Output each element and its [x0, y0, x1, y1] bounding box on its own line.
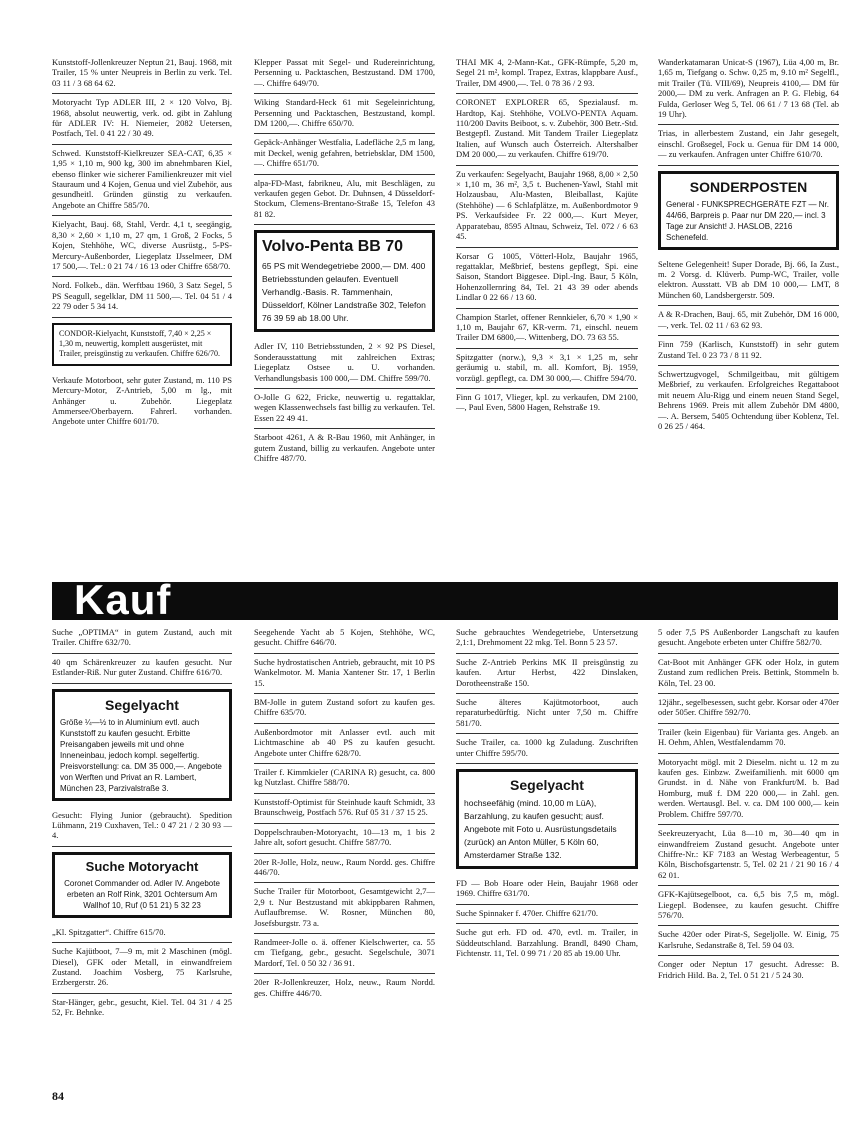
- classified-ad: Cat-Boot mit Anhänger GFK oder Holz, in gutem Zustand zum redlichen Preis. Bettink, Stommeln b. Köln, Tel. 23 00.: [658, 654, 839, 694]
- classified-ad: Suche gut erh. FD od. 470, evtl. m. Trailer, in Süddeutschland. Barzahlung. Brandl, 8490 Cham, Fichtenstr. 11, Tel. 0 99 71 / 20 85 ab 19.00 Uhr.: [456, 927, 638, 959]
- classified-ad: Seltene Gelegenheit! Super Dorade, Bj. 66, Ia Zust., m. 2 Vorsg. d. Klüverb. Pump-WC, Trailer, volle elektron. Ausstatt. VB ab DM 10 000,— LMT, 8 München 60, Landsbergerstr. 509.: [658, 256, 839, 307]
- classified-ad: Adler IV, 110 Betriebsstunden, 2 × 92 PS Diesel, Sonderausstattung mit zahlreichen Extras; Liegeplatz Ostsee u. U. vorhanden. Verhandlungsbasis 100 000,— DM. Chiffre 599/70.: [254, 338, 435, 389]
- motoryacht-wanted-ad: [52, 852, 232, 918]
- bottom-column-3: [456, 624, 638, 964]
- display-ad-text: hochseefähig (mind. 10,00 m LüA), Barzahlung, zu kaufen gesucht; ausf. Angebote mit Foto u. Ausrüstungsdetails (zurück) an Anton Müller, 5 Köln 60, Amsterdamer Straße 132.: [464, 798, 617, 861]
- classified-ad: Zu verkaufen: Segelyacht, Baujahr 1968, 8,00 × 2,50 × 1,10 m, 36 m², 3,5 t. Buchenen-Yawl, Stahl mit Holzausbau, Alu-Masten, Bleiballast, Kajüte (Stehhöhe) — 6 Schlafplätze, m. Außenbordmotor 9 PS. Verkaufsidee Fr. 22 000,—. Kurt Meyer, Apparatebau, 8595 Altnau, Schweiz, Tel. 072 / 6 63 45.: [456, 166, 638, 248]
- section-title: Kauf: [74, 576, 172, 623]
- bottom-column-2: [254, 624, 435, 1003]
- classified-ad: 20er R-Jolle, Holz, neuw., Raum Nordd. ges. Chiffre 446/70.: [254, 854, 435, 884]
- classified-ad: BM-Jolle in gutem Zustand sofort zu kaufen ges. Chiffre 635/70.: [254, 694, 435, 724]
- classified-ad: Suche hydrostatischen Antrieb, gebraucht, mit 10 PS Wankelmotor. M. Mania Xantener Str. 17, 1 Berlin 15.: [254, 654, 435, 694]
- classified-ad: Korsar G 1005, Vötterl-Holz, Baujahr 1965, regattaklar, Meßbrief, bestens gepflegt, Spi. eine Saison, Standort Biggesee. Dipl.-Ing. Baur, 5 Köln, Hohenzollernring 84, Tel. 21 43 39 oder abends Lindlar 0 22 66 / 13 60.: [456, 248, 638, 309]
- classified-ad: Finn 759 (Karlisch, Kunststoff) in sehr gutem Zustand Tel. 0 23 73 / 8 11 92.: [658, 336, 839, 366]
- bottom-column-1: [52, 624, 232, 1023]
- classified-ad: Wanderkatamaran Unicat-S (1967), Lüa 4,00 m, Br. 1,65 m, Tiefgang o. Schw. 0,25 m, 9.10 m² Segelfl., mit Trailer (Tü. VIII/69), Neupreis 4100,— DM für 2000,— DM zu verk. Anfragen an P. G. Flebig, 64 Fulda, Gerloser Weg 5, Tel. 06 61 / 7 13 68 (Tel. ab 19 Uhr).: [658, 54, 839, 125]
- display-ad-text: General - FUNKSPRECHGERÄTE FZT — Nr. 44/66, Barpreis p. Paar nur DM 220,— incl. 3 Tage zur Ansicht! J. HASLOB, 2216 Schenefeld.: [666, 199, 829, 242]
- bottom-column-4: [658, 624, 839, 985]
- display-ad-title: Segelyacht: [105, 696, 179, 713]
- classified-ad: Trias, in allerbestem Zustand, ein Jahr gesegelt, einschl. Großsegel, Fock u. Genua für DM 14 000,— zu verkaufen. Anfragen unter Chiffre 610/70.: [658, 125, 839, 165]
- classified-ad: Champion Starlet, offener Rennkieler, 6,70 × 1,90 × 1,10 m, Baujahr 67, KR-verm. 71, einschl. neuem Trailer DM 6800,—. Wittenberg, DO. 73 63 55.: [456, 309, 638, 349]
- classified-ad: Außenbordmotor mit Anlasser evtl. auch mit Lichtmaschine ab 40 PS zu kaufen gesucht. Angebote unter Chiffre 628/70.: [254, 724, 435, 764]
- classified-ad: Suche 420er oder Pirat-S, Segeljolle. W. Einig, 75 Karlsruhe, Sedanstraße 8, Tel. 59 04 03.: [658, 926, 839, 956]
- classified-ad: Seegehende Yacht ab 5 Kojen, Stehhöhe, WC, gesucht. Chiffre 646/70.: [254, 624, 435, 654]
- display-ad-title: SONDERPOSTEN: [689, 178, 808, 195]
- classified-ad: Suche älteres Kajütmotorboot, auch reparaturbedürftig. Nicht unter 7,50 m. Chiffre 581/70.: [456, 694, 638, 734]
- top-column-1: [52, 54, 232, 432]
- classified-ad: Motoryacht mögl. mit 2 Dieselm. nicht u. 12 m zu kaufen ges. Einbzw. Zweifamilienh. mit 6000 qm Grundst. in d. Nähe von Frankfurt/M. b. Bad Homburg, muß f. DM 220 000,— in Zahl. gen. werden. Wertausgl. Bel. v. ca. DM 100 000,— kein Problem. Chiffre 597/70.: [658, 754, 839, 825]
- classified-ad: Gepäck-Anhänger Westfalia, Ladefläche 2,5 m lang, mit Deckel, wenig gefahren, betriebsklar, DM 1500,—. Chiffre 651/70.: [254, 134, 435, 174]
- classified-ad: Finn G 1017, Vlieger, kpl. zu verkaufen, DM 2100,—, Paul Even, 5800 Hagen, Rehstraße 19.: [456, 391, 638, 413]
- top-column-4: [658, 54, 839, 436]
- classified-ad: Kunststoff-Optimist für Steinhude kauft Schmidt, 33 Braunschweig, Postfach 576. Ruf 05 31 / 37 15 25.: [254, 794, 435, 824]
- top-column-3: [456, 54, 638, 418]
- classified-ad: 12jähr., segelbesessen, sucht gebr. Korsar oder 470er oder 505er. Chiffre 592/70.: [658, 694, 839, 724]
- classified-ad: 40 qm Schärenkreuzer zu kaufen gesucht. Nur Estlander-Riß. Nur guter Zustand. Chiffre 616/70.: [52, 654, 232, 684]
- boxed-ad: [52, 323, 232, 366]
- top-column-2: [254, 54, 435, 468]
- classified-ad: 5 oder 7,5 PS Außenborder Langschaft zu kaufen gesucht. Angebote erbeten unter Chiffre 582/70.: [658, 624, 839, 654]
- classified-ad: Verkaufe Motorboot, sehr guter Zustand, m. 110 PS Mercury-Motor, Z-Antrieb, 5,00 m lg., mit Anhänger u. Zubehör. Liegeplatz Ammersee/Oberbayern. Fahrerl. vorhanden. Angebote unter Chiffre 601/70.: [52, 374, 232, 427]
- boxed-ad-text: CONDOR-Kielyacht, Kunststoff, 7,40 × 2,25 × 1,30 m, neuwertig, komplett ausgerüstet, mit Trailer, preisgünstig zu verkaufen. Chiffre 626/70.: [59, 328, 220, 359]
- classified-ad: Kielyacht, Bauj. 68, Stahl, Verdr. 4,1 t, seegängig, 8,30 × 2,60 × 1,10 m, 27 qm, 1 Groß, 2 Focks, 5 Kojen, Stehhöhe, WC, diverse Ausrüstg., 5-PS-Mercury-Außenborder, Liegeplatz IJsselmeer, DM 17 500,—. Tel.: 0 21 74 / 16 13 oder Chiffre 658/70.: [52, 216, 232, 277]
- display-ad-title: Volvo-Penta BB 70: [262, 238, 404, 256]
- classified-ad: Schwertzugvogel, Schmilgeitbau, mit gültigem Meßbrief, zu verkaufen. Erfolgreiches Regattaboot mit neuem Alu-Rigg und einem neuen Stand Segel, Behrens 1969. Preis mit allem Zubehör DM 4800,—. A. Bersem, 5405 Ochtendung über Koblenz, Tel. 0 26 25 / 464.: [658, 368, 839, 431]
- segelyacht-wanted-ad: [52, 689, 232, 801]
- classified-ad: THAI MK 4, 2-Mann-Kat., GFK-Rümpfe, 5,20 m, Segel 21 m², kompl. Trapez, Extras, klappbare Ausf., Trailer, DM 4900,—. Tel. 0 78 36 / 2 93.: [456, 54, 638, 94]
- classified-ad: Kunststoff-Jollenkreuzer Neptun 21, Bauj. 1968, mit Trailer, 15 % unter Neupreis in Berlin zu verk. Tel. 03 11 / 3 68 64 62.: [52, 54, 232, 94]
- classified-ad: O-Jolle G 622, Fricke, neuwertig u. regattaklar, wegen Klassenwechsels fast billig zu verkaufen. Tel. Essen 22 49 41.: [254, 389, 435, 429]
- classified-ad: Klepper Passat mit Segel- und Rudereinrichtung, Persenning u. Packtaschen, Bestzustand. DM 1700,—. Chiffre 649/70.: [254, 54, 435, 94]
- classified-ad: Suche gebrauchtes Wendegetriebe, Untersetzung 2,1:1, Drehmoment 22 mkg. Tel. Bonn 5 23 57.: [456, 624, 638, 654]
- classified-ad: Suche „OPTIMA“ in gutem Zustand, auch mit Trailer. Chiffre 632/70.: [52, 624, 232, 654]
- classified-ad: CORONET EXPLORER 65, Spezialausf. m. Hardtop, Kaj. Stehhöhe, VOLVO-PENTA Aquam. 110/200 Davits Beiboot, s. v. Zubehör, 300 Betr.-Std. Bestgepfl. Zustand. Mit Tandem Trailer Liegeplatz Italien, auf Wunsch auch Österreich. Altershalber DM 20 000,— zu verkaufen. Chiffre 619/70.: [456, 94, 638, 165]
- classified-ad: „Kl. Spitzgatter“. Chiffre 615/70.: [52, 924, 232, 943]
- classified-ad: Spitzgatter (norw.), 9,3 × 3,1 × 1,25 m, sehr geräumig u. stabil, m. all. Komfort, Bj. 1959, vorzügl. gepflegt, ca. DM 30 000,—. Chiffre 594/70.: [456, 349, 638, 389]
- display-ad-text: Coronet Commander od. Adler IV. Angebote erbeten an Rolf Rink, 3201 Ochtersum Am Wallhof 10, Ruf (0 51 21) 5 32 23: [64, 878, 220, 910]
- display-ad-text: Größe ¼—½ to in Aluminium evtl. auch Kunststoff zu kaufen gesucht. Erbitte Preisangaben jeweils mit und ohne Inneneinbau, jedoch kompl. segelfertig. Preisvorstellung: ca. DM 35 000,—. Angebote von Werften und Privat an R. Lambert, München 23, Parzivalstraße 3.: [60, 717, 222, 793]
- classified-ad: Doppelschrauben-Motoryacht, 10—13 m, 1 bis 2 Jahre alt, sofort gesucht. Chiffre 587/70.: [254, 824, 435, 854]
- display-ad-text: 65 PS mit Wendegetriebe 2000,— DM. 400 Betriebsstunden gelaufen. Eventuell Verhandlg.-Basis. R. Tammenhain, Düsseldorf, Kölner Landstraße 302, Telefon 76 39 59 ab 18.00 Uhr.: [262, 261, 426, 324]
- classified-ad: Suche Kajütboot, 7—9 m, mit 2 Maschinen (mögl. Diesel), GFK oder Metall, in einwandfreiem Zustand. Joachim Vosberg, 75 Karlsruhe, Erzbergerstr. 26.: [52, 943, 232, 994]
- classified-ad: Wiking Standard-Heck 61 mit Segeleinrichtung, Persenning und Packtaschen, Bestzustand, kompl. DM 1200,—. Chiffre 650/70.: [254, 94, 435, 134]
- classified-ad: GFK-Kajütsegelboot, ca. 6,5 bis 7,5 m, mögl. Liegepl. Bodensee, zu kaufen gesucht. Chiffre 576/70.: [658, 886, 839, 926]
- classified-ad: Suche Trailer für Motorboot, Gesamtgewicht 2,7—2,9 t. Nur Bestzustand mit abkippbaren Rahmen, Auflaufbremse. W. Rosner, München 80, Josefsburgstr. 73 a.: [254, 883, 435, 934]
- classified-ad: Suche Spinnaker f. 470er. Chiffre 621/70.: [456, 905, 638, 924]
- classified-ad: Nord. Folkeb., dän. Werftbau 1960, 3 Satz Segel, 5 PS Seagull, segelklar, DM 11 500,—. Tel. 04 51 / 4 22 79 oder 5 34 14.: [52, 277, 232, 317]
- segelyacht-hochsee-ad: [456, 769, 638, 869]
- classified-ad: FD — Bob Hoare oder Hein, Baujahr 1968 oder 1969. Chiffre 631/70.: [456, 875, 638, 905]
- display-ad-title: Suche Motoryacht: [85, 858, 199, 874]
- classified-ad: alpa-FD-Mast, fabrikneu, Alu, mit Beschlägen, zu verkaufen gegen Gebot. Dr. Duhnsen, 4 Düsseldorf-Stockum, Clemens-Brentano-Straße 15, Telefon 43 81 82.: [254, 175, 435, 226]
- classified-ad: Motoryacht Typ ADLER III, 2 × 120 Volvo, Bj. 1968, absolut neuwertig, verk. od. gibt in Zahlung für ADLER IV: H. Niemeier, 2082 Uetersen, Postfach, Tel. 0 41 22 / 30 49.: [52, 94, 232, 145]
- sonderposten-display-ad: [658, 171, 839, 250]
- classified-ad: Starboot 4261, A & R-Bau 1960, mit Anhänger, in gutem Zustand, billig zu verkaufen. Angebote unter Chiffre 487/70.: [254, 432, 435, 463]
- classified-ad: Conger oder Neptun 17 gesucht. Adresse: B. Fridrich Hild. Ba. 2, Tel. 0 51 21 / 5 24 30.: [658, 959, 839, 980]
- classified-ad: 20er R-Jollenkreuzer, Holz, neuw., Raum Nordd. ges. Chiffre 446/70.: [254, 977, 435, 998]
- display-ad-title: Segelyacht: [510, 777, 584, 794]
- classified-ad: A & R-Drachen, Bauj. 65, mit Zubehör, DM 16 000,—, verk. Tel. 02 11 / 63 62 93.: [658, 306, 839, 336]
- page-number: 84: [52, 1089, 64, 1103]
- volvo-penta-display-ad: [254, 230, 435, 332]
- classified-ad: Trailer f. Kimmkieler (CARINA R) gesucht, ca. 800 kg Nutzlast. Chiffre 588/70.: [254, 764, 435, 794]
- classified-ad: Randmeer-Jolle o. ä. offener Kielschwerter, ca. 55 cm Tiefgang, gebr., gesucht. Segelschule, 3071 Mardorf, Tel. 0 50 32 / 36 91.: [254, 934, 435, 974]
- classified-ad: Seekreuzeryacht, Lüa 8—10 m, 30—40 qm in einwandfreiem Zustand gesucht. Angebote unter Chiffre-Nr.: KF 7183 an Westag Werbeagentur, 5 Köln, Bischofsgartenstr. 5, Tel. 02 21 / 21 90 16 / 4 62 01.: [658, 825, 839, 886]
- classified-ad: Trailer (kein Eigenbau) für Varianta ges. Angeb. an H. Oehm, Ahlen, Westfalendamm 70.: [658, 724, 839, 754]
- classified-ad: Suche Z-Antrieb Perkins MK II preisgünstig zu kaufen. Artur Herbst, 422 Dinslaken, Dorotheenstraße 150.: [456, 654, 638, 694]
- classified-ad: Star-Hänger, gebr., gesucht, Kiel. Tel. 04 31 / 4 25 52, Fr. Behnke.: [52, 996, 232, 1018]
- classified-ad: Gesucht: Flying Junior (gebraucht). Spedition Lühmann, 219 Cuxhaven, Tel.: 0 47 21 / 2 30 93 — 4.: [52, 807, 232, 847]
- classified-ad: Suche Trailer, ca. 1000 kg Zuladung. Zuschriften unter Chiffre 595/70.: [456, 734, 638, 764]
- classified-ad: Schwed. Kunststoff-Kielkreuzer SEA-CAT, 6,35 × 1,95 × 1,10 m, 900 kg, 300 im abnehmbaren Kiel, ebenso flinker wie sicherer Familienkreuzer mit viel Stauraum und 4 Kojen, Genua und viel Zubehör, aus gesundheitl. Gründen günstig zu verkaufen. Angebote an Chiffre 585/70.: [52, 145, 232, 216]
